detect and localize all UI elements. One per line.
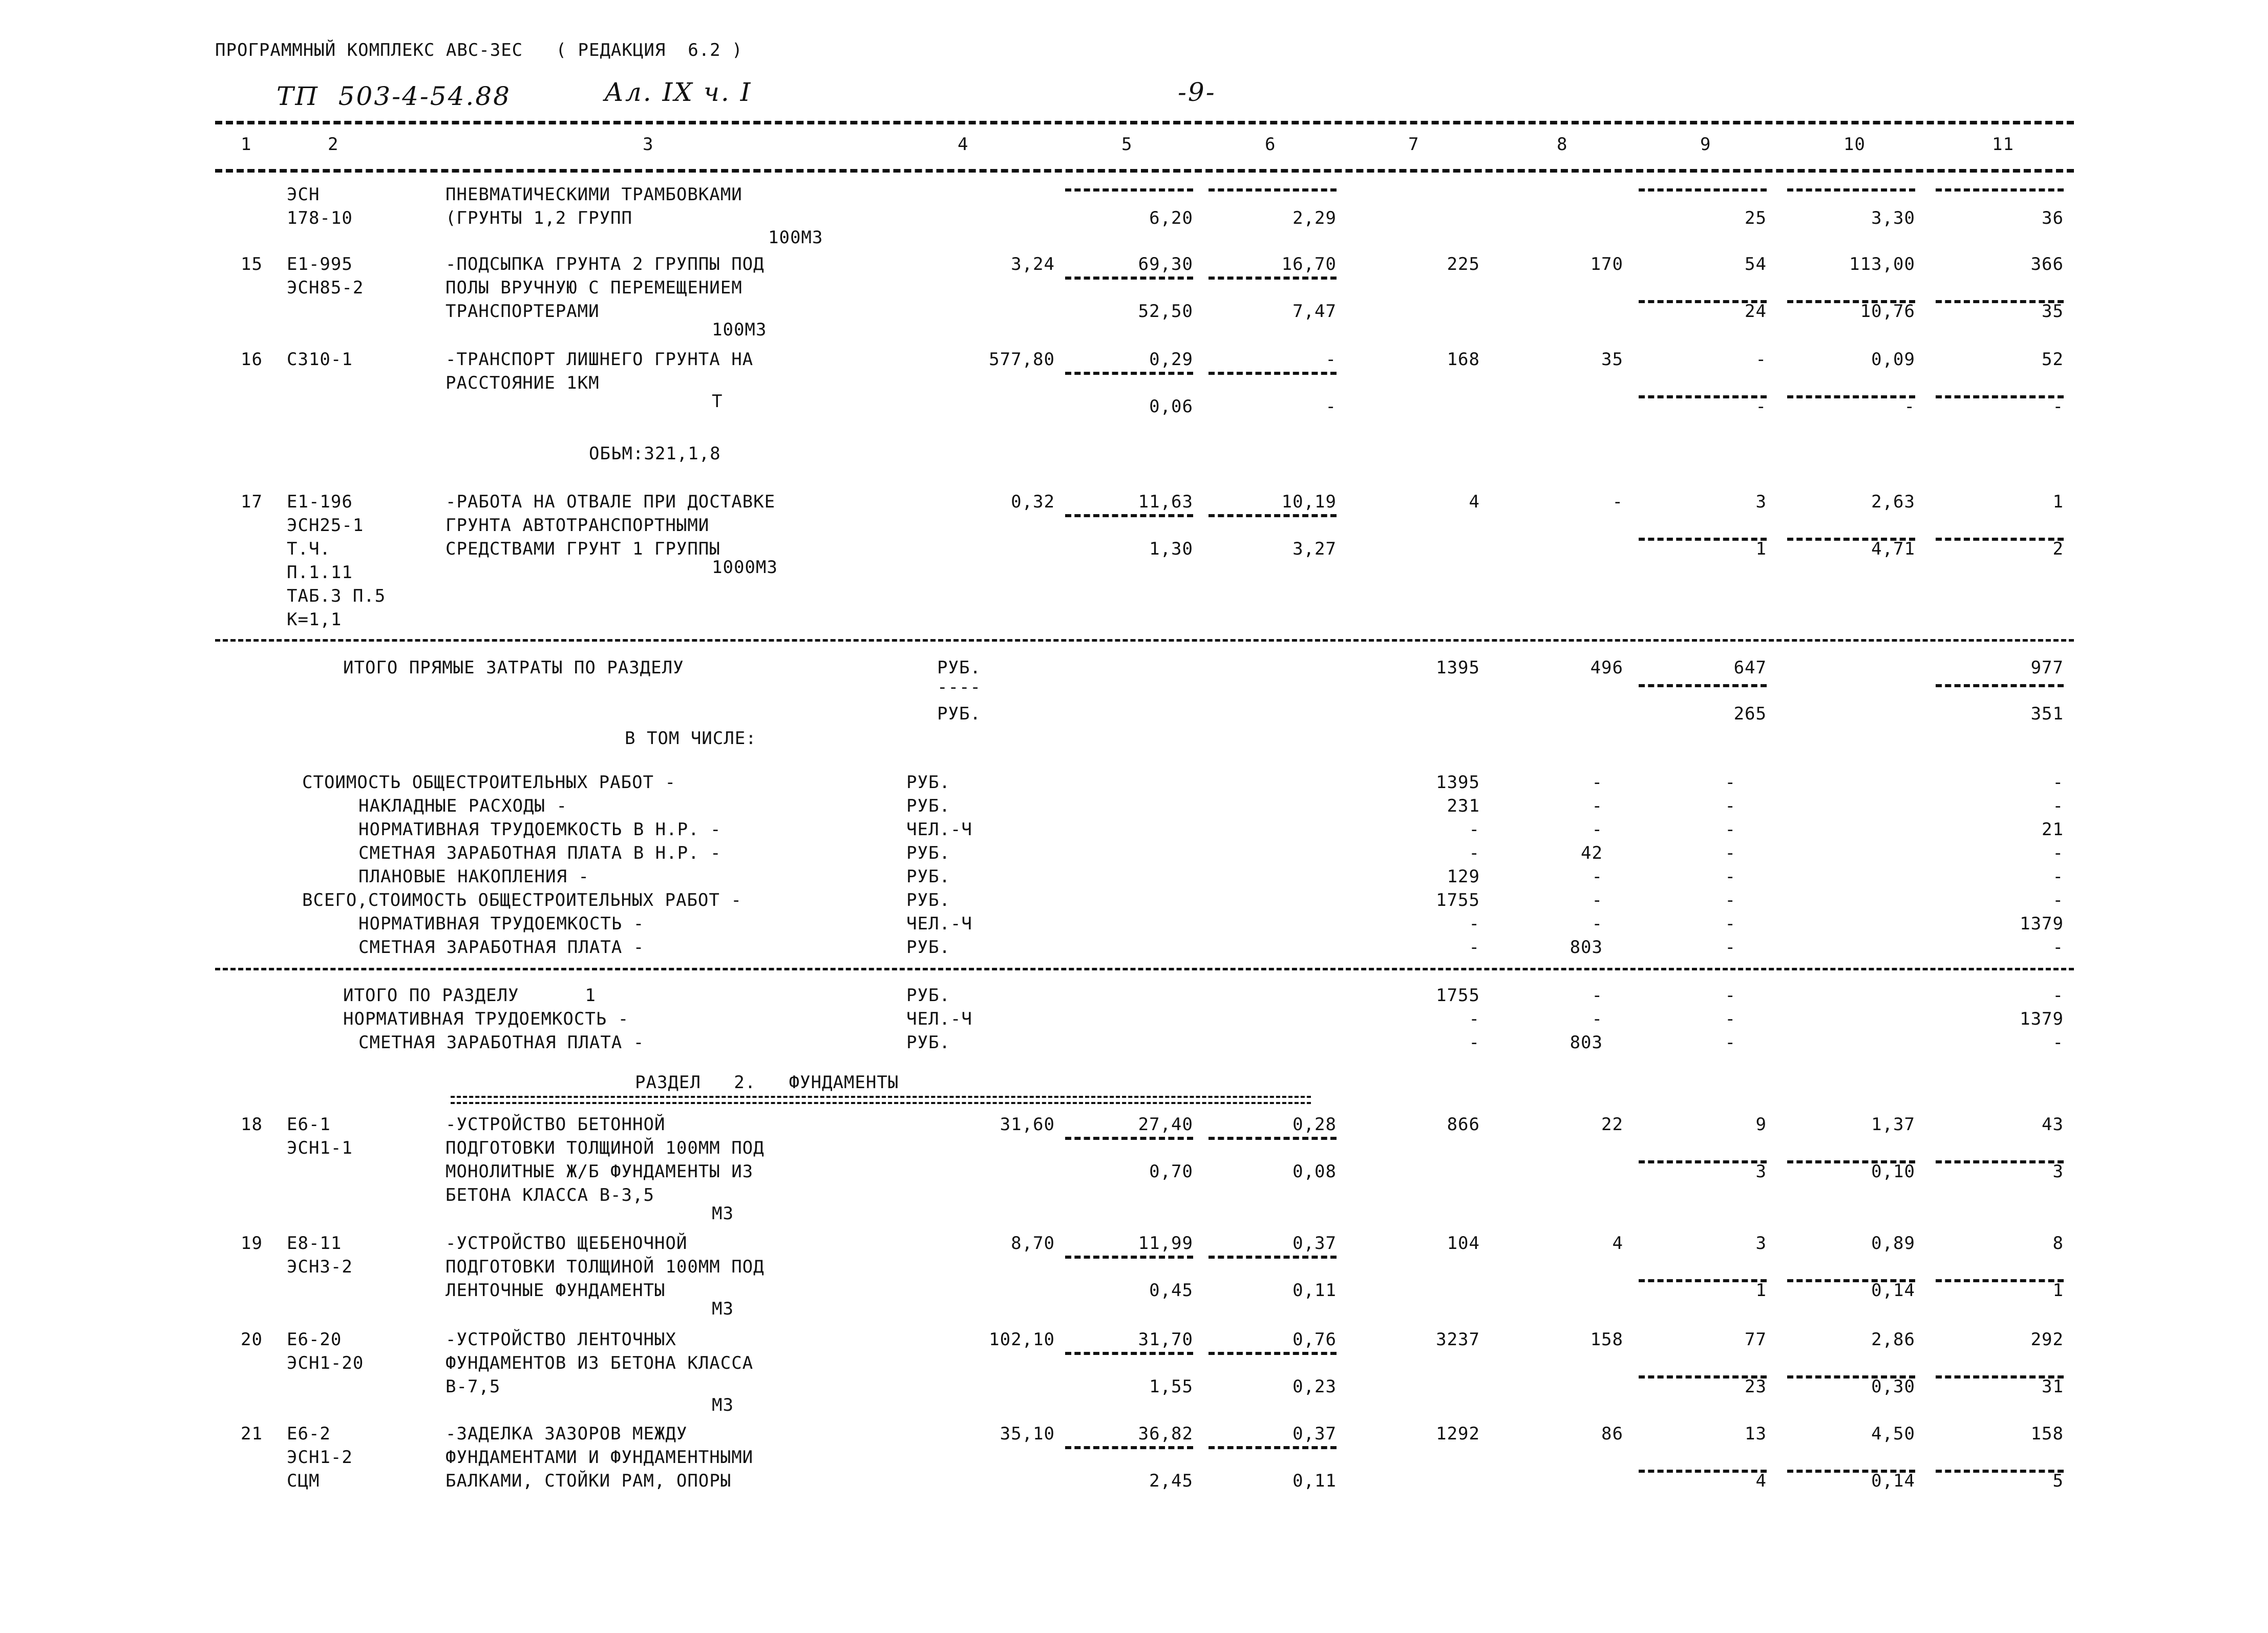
- row-20-desc: В-7,5: [446, 1376, 501, 1397]
- row-c11b: 36: [2042, 208, 2064, 228]
- row-20-c11a: 292: [2030, 1329, 2064, 1350]
- row-15-desc: ПОЛЫ ВРУЧНУЮ С ПЕРЕМЕЩЕНИЕМ: [446, 278, 743, 298]
- row-21-c6b: 0,11: [1292, 1471, 1337, 1491]
- row-19-desc: -УСТРОЙСТВО ЩЕБЕНОЧНОЙ: [446, 1233, 688, 1254]
- row-18-c7: 866: [1447, 1114, 1480, 1135]
- cell-separator: [1065, 1137, 1193, 1140]
- summary-label: СМЕТНАЯ ЗАРАБОТНАЯ ПЛАТА -: [358, 1032, 645, 1053]
- row-20-c6b: 0,23: [1292, 1376, 1337, 1397]
- row-20-c5a: 31,70: [1138, 1329, 1193, 1350]
- row-21-code: СЦМ: [287, 1471, 320, 1491]
- summary-c8: -: [1592, 985, 1603, 1006]
- breakdown-c11: 21: [2042, 819, 2064, 840]
- breakdown-c8: -: [1592, 819, 1603, 840]
- program-header: ПРОГРАММНЫЙ КОМПЛЕКС АВС-ЗЕС ( РЕДАКЦИЯ 6.2 ): [215, 40, 743, 60]
- column-header-11: 11: [1992, 134, 2014, 155]
- row-18-c10a: 1,37: [1871, 1114, 1915, 1135]
- row-18-c5b: 0,70: [1149, 1161, 1193, 1182]
- table-rule: [215, 639, 2074, 642]
- row-17-c11a: 1: [2052, 492, 2064, 512]
- row-21-c10b: 0,14: [1871, 1471, 1915, 1491]
- row-18-c5a: 27,40: [1138, 1114, 1193, 1135]
- breakdown-c7: -: [1469, 914, 1480, 934]
- row-21-c11a: 158: [2030, 1424, 2064, 1444]
- totals-unit1: РУБ.: [937, 658, 981, 678]
- cell-separator: [1787, 188, 1915, 192]
- row-16-num: 16: [241, 349, 263, 370]
- summary-label: ИТОГО ПО РАЗДЕЛУ 1: [343, 985, 596, 1006]
- cell-separator: [1065, 514, 1193, 517]
- row-17-code: ТАБ.3 П.5: [287, 586, 386, 606]
- row-15-c6b: 7,47: [1292, 301, 1337, 322]
- row-code: ЭСН: [287, 184, 320, 205]
- row-17-code: К=1,1: [287, 609, 342, 630]
- summary-c7: -: [1469, 1032, 1480, 1053]
- breakdown-unit: ЧЕЛ.-Ч: [906, 819, 972, 840]
- row-15-desc: -ПОДСЫПКА ГРУНТА 2 ГРУППЫ ПОД: [446, 254, 765, 274]
- breakdown-c7: -: [1469, 843, 1480, 863]
- row-20-c8: 158: [1590, 1329, 1623, 1350]
- row-15-c10b: 10,76: [1860, 301, 1915, 322]
- row-15-c5a: 69,30: [1138, 254, 1193, 274]
- breakdown-c9: -: [1725, 866, 1736, 887]
- row-17-unit: 1000М3: [712, 557, 778, 578]
- row-16-code: С310-1: [287, 349, 353, 370]
- row-20-qty: 102,10: [989, 1329, 1055, 1350]
- breakdown-c11: -: [2052, 843, 2064, 863]
- row-19-qty: 8,70: [1011, 1233, 1055, 1254]
- row-16-extra: ОБЬМ:321,1,8: [589, 443, 721, 464]
- row-15-unit: 100М3: [712, 320, 767, 340]
- breakdown-c11: -: [2052, 937, 2064, 958]
- row-16-c9b: -: [1755, 396, 1767, 417]
- row-16-c9a: -: [1755, 349, 1767, 370]
- breakdown-unit: ЧЕЛ.-Ч: [906, 914, 972, 934]
- summary-c11: -: [2052, 1032, 2064, 1053]
- summary-label: НОРМАТИВНАЯ ТРУДОЕМКОСТЬ -: [343, 1009, 629, 1029]
- row-16-c11a: 52: [2042, 349, 2064, 370]
- column-header-9: 9: [1700, 134, 1711, 155]
- totals-including: В ТОМ ЧИСЛЕ:: [625, 728, 757, 749]
- row-16-c5b: 0,06: [1149, 396, 1193, 417]
- breakdown-c9: -: [1725, 772, 1736, 793]
- row-17-c6a: 10,19: [1281, 492, 1337, 512]
- row-21-c9a: 13: [1745, 1424, 1767, 1444]
- row-17-desc: -РАБОТА НА ОТВАЛЕ ПРИ ДОСТАВКЕ: [446, 492, 776, 512]
- row-16-desc: -ТРАНСПОРТ ЛИШНЕГО ГРУНТА НА: [446, 349, 754, 370]
- breakdown-c8: -: [1592, 890, 1603, 910]
- breakdown-label: СТОИМОСТЬ ОБЩЕСТРОИТЕЛЬНЫХ РАБОТ -: [302, 772, 676, 793]
- row-18-num: 18: [241, 1114, 263, 1135]
- row-21-c6a: 0,37: [1292, 1424, 1337, 1444]
- breakdown-label: НОРМАТИВНАЯ ТРУДОЕМКОСТЬ В Н.Р. -: [358, 819, 722, 840]
- cell-separator: [1065, 188, 1193, 192]
- column-header-8: 8: [1557, 134, 1568, 155]
- row-18-c8: 22: [1601, 1114, 1623, 1135]
- row-19-c8: 4: [1612, 1233, 1623, 1254]
- row-20-c9b: 23: [1745, 1376, 1767, 1397]
- totals-c8: 496: [1590, 658, 1623, 678]
- breakdown-label: СМЕТНАЯ ЗАРАБОТНАЯ ПЛАТА В Н.Р. -: [358, 843, 722, 863]
- breakdown-label: ВСЕГО,СТОИМОСТЬ ОБЩЕСТРОИТЕЛЬНЫХ РАБОТ -: [302, 890, 742, 910]
- row-17-num: 17: [241, 492, 263, 512]
- summary-c9: -: [1725, 1009, 1736, 1029]
- row-18-desc: БЕТОНА КЛАССА В-3,5: [446, 1185, 654, 1205]
- breakdown-c7: 1395: [1436, 772, 1480, 793]
- row-17-c8: -: [1612, 492, 1623, 512]
- totals-c9a: 647: [1733, 658, 1767, 678]
- cell-separator: [1065, 1352, 1193, 1355]
- row-19-c11b: 1: [2052, 1280, 2064, 1301]
- breakdown-c8: 803: [1570, 937, 1603, 958]
- row-17-c11b: 2: [2052, 539, 2064, 559]
- row-20-c10a: 2,86: [1871, 1329, 1915, 1350]
- row-18-desc: МОНОЛИТНЫЕ Ж/Б ФУНДАМЕНТЫ ИЗ: [446, 1161, 754, 1182]
- row-16-c5a: 0,29: [1149, 349, 1193, 370]
- row-15-c10a: 113,00: [1849, 254, 1915, 274]
- row-15-c9b: 24: [1745, 301, 1767, 322]
- row-17-code: П.1.11: [287, 562, 353, 583]
- totals-label: ИТОГО ПРЯМЫЕ ЗАТРАТЫ ПО РАЗДЕЛУ: [343, 658, 684, 678]
- cell-separator: [1209, 1256, 1337, 1259]
- row-21-qty: 35,10: [1000, 1424, 1055, 1444]
- row-19-unit: М3: [712, 1299, 734, 1319]
- breakdown-c8: -: [1592, 796, 1603, 816]
- summary-unit: РУБ.: [906, 985, 950, 1006]
- cell-separator: [1936, 684, 2064, 687]
- row-20-c7: 3237: [1436, 1329, 1480, 1350]
- row-17-c6b: 3,27: [1292, 539, 1337, 559]
- row-19-c6a: 0,37: [1292, 1233, 1337, 1254]
- row-21-c9b: 4: [1755, 1471, 1767, 1491]
- breakdown-label: НАКЛАДНЫЕ РАСХОДЫ -: [358, 796, 567, 816]
- row-desc: (ГРУНТЫ 1,2 ГРУПП: [446, 208, 632, 228]
- cell-separator: [1209, 1446, 1337, 1449]
- column-header-1: 1: [241, 134, 252, 155]
- row-17-code: ЭСН25-1: [287, 515, 364, 536]
- column-header-5: 5: [1121, 134, 1133, 155]
- row-18-c9b: 3: [1755, 1161, 1767, 1182]
- row-15-c6a: 16,70: [1281, 254, 1337, 274]
- breakdown-c9: -: [1725, 890, 1736, 910]
- row-21-code: ЭСН1-2: [287, 1447, 353, 1468]
- summary-unit: ЧЕЛ.-Ч: [906, 1009, 972, 1029]
- row-20-num: 20: [241, 1329, 263, 1350]
- summary-unit: РУБ.: [906, 1032, 950, 1053]
- row-15-qty: 3,24: [1011, 254, 1055, 274]
- cell-separator: [1209, 1137, 1337, 1140]
- totals-c11a: 977: [2030, 658, 2064, 678]
- row-19-c11a: 8: [2052, 1233, 2064, 1254]
- breakdown-c11: -: [2052, 866, 2064, 887]
- table-rule: [215, 121, 2074, 124]
- row-16-c11b: -: [2052, 396, 2064, 417]
- row-21-c5b: 2,45: [1149, 1471, 1193, 1491]
- cell-separator: [1639, 684, 1767, 687]
- summary-c11: 1379: [2020, 1009, 2064, 1029]
- row-15-c11b: 35: [2042, 301, 2064, 322]
- breakdown-c7: 231: [1447, 796, 1480, 816]
- row-18-c11a: 43: [2042, 1114, 2064, 1135]
- summary-c9: -: [1725, 1032, 1736, 1053]
- row-19-desc: ПОДГОТОВКИ ТОЛЩИНОЙ 100ММ ПОД: [446, 1257, 765, 1277]
- totals-unit-sep: ----: [937, 677, 981, 697]
- row-18-c6b: 0,08: [1292, 1161, 1337, 1182]
- section-title-underline: [451, 1096, 1311, 1104]
- row-15-c7: 225: [1447, 254, 1480, 274]
- row-20-desc: -УСТРОЙСТВО ЛЕНТОЧНЫХ: [446, 1329, 676, 1350]
- row-20-c6a: 0,76: [1292, 1329, 1337, 1350]
- row-c9b: 25: [1745, 208, 1767, 228]
- cell-separator: [1639, 188, 1767, 192]
- breakdown-c9: -: [1725, 819, 1736, 840]
- row-16-desc: РАССТОЯНИЕ 1КМ: [446, 373, 600, 393]
- row-21-num: 21: [241, 1424, 263, 1444]
- breakdown-c9: -: [1725, 843, 1736, 863]
- row-18-desc: ПОДГОТОВКИ ТОЛЩИНОЙ 100ММ ПОД: [446, 1138, 765, 1158]
- breakdown-label: НОРМАТИВНАЯ ТРУДОЕМКОСТЬ -: [358, 914, 645, 934]
- row-19-desc: ЛЕНТОЧНЫЕ ФУНДАМЕНТЫ: [446, 1280, 666, 1301]
- row-15-num: 15: [241, 254, 263, 274]
- breakdown-c11: -: [2052, 796, 2064, 816]
- row-15-code: ЭСН85-2: [287, 278, 364, 298]
- column-header-6: 6: [1265, 134, 1276, 155]
- row-19-num: 19: [241, 1233, 263, 1254]
- row-18-c11b: 3: [2052, 1161, 2064, 1182]
- column-header-2: 2: [328, 134, 339, 155]
- column-header-7: 7: [1408, 134, 1419, 155]
- cell-separator: [1065, 1446, 1193, 1449]
- row-19-code: Е8-11: [287, 1233, 342, 1254]
- breakdown-c11: -: [2052, 772, 2064, 793]
- row-19-c9a: 3: [1755, 1233, 1767, 1254]
- row-17-code: Т.Ч.: [287, 539, 331, 559]
- row-15-c5b: 52,50: [1138, 301, 1193, 322]
- breakdown-unit: РУБ.: [906, 866, 950, 887]
- row-19-c10a: 0,89: [1871, 1233, 1915, 1254]
- cell-separator: [1209, 372, 1337, 375]
- cell-separator: [1065, 372, 1193, 375]
- row-15-c8: 170: [1590, 254, 1623, 274]
- row-20-code: Е6-20: [287, 1329, 342, 1350]
- row-21-c8: 86: [1601, 1424, 1623, 1444]
- row-20-code: ЭСН1-20: [287, 1353, 364, 1373]
- row-18-unit: М3: [712, 1203, 734, 1224]
- row-16-c7: 168: [1447, 349, 1480, 370]
- row-21-c7: 1292: [1436, 1424, 1480, 1444]
- row-18-c10b: 0,10: [1871, 1161, 1915, 1182]
- row-unit: 100М3: [768, 227, 823, 248]
- breakdown-unit: РУБ.: [906, 937, 950, 958]
- cell-separator: [1936, 188, 2064, 192]
- totals-c9b: 265: [1733, 704, 1767, 724]
- row-18-code: Е6-1: [287, 1114, 331, 1135]
- row-16-c6b: -: [1325, 396, 1337, 417]
- row-16-unit: Т: [712, 391, 723, 412]
- cell-separator: [1209, 514, 1337, 517]
- section-2-title: РАЗДЕЛ 2. ФУНДАМЕНТЫ: [635, 1072, 899, 1093]
- cell-separator: [1209, 1352, 1337, 1355]
- row-20-c11b: 31: [2042, 1376, 2064, 1397]
- row-19-c6b: 0,11: [1292, 1280, 1337, 1301]
- row-17-c9b: 1: [1755, 539, 1767, 559]
- row-15-c9a: 54: [1745, 254, 1767, 274]
- breakdown-c8: -: [1592, 866, 1603, 887]
- breakdown-unit: РУБ.: [906, 796, 950, 816]
- summary-c9: -: [1725, 985, 1736, 1006]
- cell-separator: [1209, 188, 1337, 192]
- totals-c7: 1395: [1436, 658, 1480, 678]
- page-number: -9-: [1178, 77, 1216, 107]
- summary-c8: -: [1592, 1009, 1603, 1029]
- row-19-c5b: 0,45: [1149, 1280, 1193, 1301]
- breakdown-unit: РУБ.: [906, 890, 950, 910]
- row-17-c10a: 2,63: [1871, 492, 1915, 512]
- row-21-c5a: 36,82: [1138, 1424, 1193, 1444]
- row-code: 178-10: [287, 208, 353, 228]
- breakdown-unit: РУБ.: [906, 772, 950, 793]
- column-header-3: 3: [643, 134, 654, 155]
- breakdown-c9: -: [1725, 937, 1736, 958]
- summary-c8: 803: [1570, 1032, 1603, 1053]
- breakdown-c8: 42: [1581, 843, 1603, 863]
- totals-unit2: РУБ.: [937, 704, 981, 724]
- row-18-desc: -УСТРОЙСТВО БЕТОННОЙ: [446, 1114, 666, 1135]
- totals-c11b: 351: [2030, 704, 2064, 724]
- breakdown-unit: РУБ.: [906, 843, 950, 863]
- breakdown-c7: -: [1469, 819, 1480, 840]
- row-17-desc: СРЕДСТВАМИ ГРУНТ 1 ГРУППЫ: [446, 539, 720, 559]
- row-18-c6a: 0,28: [1292, 1114, 1337, 1135]
- breakdown-c11: -: [2052, 890, 2064, 910]
- row-17-c10b: 4,71: [1871, 539, 1915, 559]
- column-header-10: 10: [1843, 134, 1866, 155]
- breakdown-c8: -: [1592, 914, 1603, 934]
- row-19-c9b: 1: [1755, 1280, 1767, 1301]
- row-18-c9a: 9: [1755, 1114, 1767, 1135]
- row-16-c10a: 0,09: [1871, 349, 1915, 370]
- row-17-c7: 4: [1469, 492, 1480, 512]
- breakdown-label: СМЕТНАЯ ЗАРАБОТНАЯ ПЛАТА -: [358, 937, 645, 958]
- row-20-c5b: 1,55: [1149, 1376, 1193, 1397]
- row-19-c10b: 0,14: [1871, 1280, 1915, 1301]
- row-16-c6a: -: [1325, 349, 1337, 370]
- row-19-c7: 104: [1447, 1233, 1480, 1254]
- row-16-c8: 35: [1601, 349, 1623, 370]
- breakdown-c7: 1755: [1436, 890, 1480, 910]
- breakdown-c7: 129: [1447, 866, 1480, 887]
- table-rule: [215, 968, 2074, 970]
- row-20-desc: ФУНДАМЕНТОВ ИЗ БЕТОНА КЛАССА: [446, 1353, 754, 1373]
- row-20-c9a: 77: [1745, 1329, 1767, 1350]
- column-header-4: 4: [958, 134, 969, 155]
- row-c10b: 3,30: [1871, 208, 1915, 228]
- row-17-c9a: 3: [1755, 492, 1767, 512]
- row-21-c10a: 4,50: [1871, 1424, 1915, 1444]
- row-18-code: ЭСН1-1: [287, 1138, 353, 1158]
- cell-separator: [1065, 277, 1193, 280]
- cell-separator: [1209, 277, 1337, 280]
- row-19-c5a: 11,99: [1138, 1233, 1193, 1254]
- row-17-c5b: 1,30: [1149, 539, 1193, 559]
- row-21-desc: -ЗАДЕЛКА ЗАЗОРОВ МЕЖДУ: [446, 1424, 688, 1444]
- row-17-c5a: 11,63: [1138, 492, 1193, 512]
- row-16-qty: 577,80: [989, 349, 1055, 370]
- row-16-c10b: -: [1904, 396, 1915, 417]
- row-15-c11a: 366: [2030, 254, 2064, 274]
- summary-c7: 1755: [1436, 985, 1480, 1006]
- row-17-desc: ГРУНТА АВТОТРАНСПОРТНЫМИ: [446, 515, 710, 536]
- row-19-code: ЭСН3-2: [287, 1257, 353, 1277]
- row-21-c11b: 5: [2052, 1471, 2064, 1491]
- row-20-unit: М3: [712, 1395, 734, 1415]
- breakdown-c7: -: [1469, 937, 1480, 958]
- row-18-qty: 31,60: [1000, 1114, 1055, 1135]
- summary-c7: -: [1469, 1009, 1480, 1029]
- row-21-desc: ФУНДАМЕНТАМИ И ФУНДАМЕНТНЫМИ: [446, 1447, 754, 1468]
- breakdown-c11: 1379: [2020, 914, 2064, 934]
- row-20-c10b: 0,30: [1871, 1376, 1915, 1397]
- breakdown-c9: -: [1725, 914, 1736, 934]
- breakdown-c8: -: [1592, 772, 1603, 793]
- table-rule: [215, 169, 2074, 173]
- cell-separator: [1065, 1256, 1193, 1259]
- row-15-desc: ТРАНСПОРТЕРАМИ: [446, 301, 600, 322]
- row-17-code: Е1-196: [287, 492, 353, 512]
- summary-c11: -: [2052, 985, 2064, 1006]
- row-c5b: 6,20: [1149, 208, 1193, 228]
- row-17-qty: 0,32: [1011, 492, 1055, 512]
- breakdown-label: ПЛАНОВЫЕ НАКОПЛЕНИЯ -: [358, 866, 589, 887]
- doc-code: ТП 503-4-54.88: [277, 81, 511, 111]
- row-15-code: Е1-995: [287, 254, 353, 274]
- album-ref: Ал. IХ ч. I: [604, 77, 752, 107]
- breakdown-c9: -: [1725, 796, 1736, 816]
- row-c6b: 2,29: [1292, 208, 1337, 228]
- row-21-desc: БАЛКАМИ, СТОЙКИ РАМ, ОПОРЫ: [446, 1471, 732, 1491]
- row-21-code: Е6-2: [287, 1424, 331, 1444]
- row-desc: ПНЕВМАТИЧЕСКИМИ ТРАМБОВКАМИ: [446, 184, 743, 205]
